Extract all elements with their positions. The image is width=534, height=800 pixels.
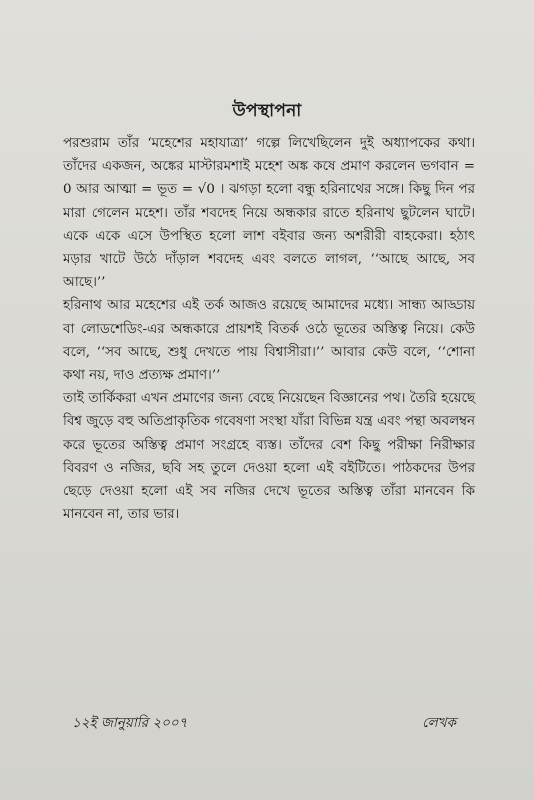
- paragraph-3: তাই তার্কিকরা এখন প্রমাণের জন্য বেছে নিয়েছেন বিজ্ঞানের পথ। তৈরি হয়েছে বিশ্ব জুড়ে বহু অতিপ্রাকৃতিক গবেষণা সংস্থা যাঁরা বিভিন্ন যন্ত্র এবং পন্থা অবলম্বন করে ভূতের অস্তিত্ব প্রমাণ সংগ্রহে ব্যস্ত। তাঁদের বেশ কিছু পরীক্ষা নিরীক্ষার বিবরণ ও নজির, ছবি সহ তুলে দেওয়া হলো এই বইটিতে। পাঠকদের উপর ছেড়ে দেওয়া হলো এই সব নজির দেখে ভূতের অস্তিত্ব তাঁরা মানবেন কি মানবেন না, তার ভার।: [63, 391, 475, 523]
- preface-body: [63, 132, 475, 526]
- footer-date: ১২ই জানুয়ারি ২০০৭: [72, 715, 188, 731]
- footer-author: লেখক: [422, 715, 456, 731]
- paragraph-1: পরশুরাম তাঁর ‘মহেশের মহাযাত্রা’ গল্পে লিখেছিলেন দুই অধ্যাপকের কথা। তাঁদের একজন, অঙ্কের মাস্টারমশাই মহেশ অঙ্ক কষে প্রমাণ করলেন ভগবান = 0 আর আত্মা = ভূত = √0 । ঝগড়া হলো বন্ধু হরিনাথের সঙ্গে। কিছু দিন পর মারা গেলেন মহেশ। তাঁর শবদেহ নিয়ে অন্ধকার রাতে হরিনাথ ছুটলেন ঘাটে। একে একে এসে উপস্থিত হলো লাশ বইবার জন্য অশরীরী বাহকেরা। হঠাৎ মড়ার খাটে উঠে দাঁড়াল শবদেহ এবং বলতে লাগল, ‘‘আছে আছে, সব আছে।’’: [63, 136, 475, 291]
- paragraph-2: হরিনাথ আর মহেশের এই তর্ক আজও রয়েছে আমাদের মধ্যে। সান্ধ্য আড্ডায় বা লোডশেডিং-এর অন্ধকারে প্রায়শই বিতর্ক ওঠে ভূতের অস্তিত্ব নিয়ে। কেউ বলে, ‘‘সব আছে, শুধু দেখতে পায় বিশ্বাসীরা।’’ আবার কেউ বলে, ‘‘শোনা কথা নয়, দাও প্রত্যক্ষ প্রমাণ।’’: [63, 298, 475, 384]
- page-title: উপস্থাপনা: [232, 101, 302, 121]
- page-footer: [72, 712, 456, 735]
